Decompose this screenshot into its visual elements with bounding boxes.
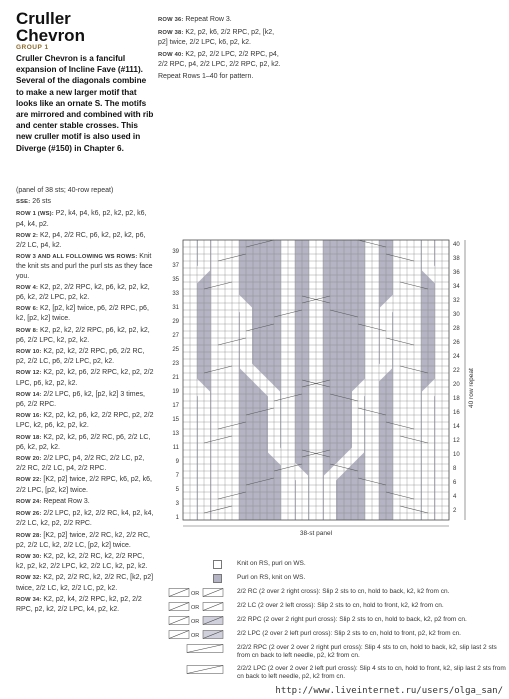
- left-row-5: [16, 326, 154, 345]
- row-number-left: 39: [172, 249, 179, 255]
- or-label: OR: [191, 591, 200, 597]
- panel-label: 38-st panel: [299, 530, 333, 537]
- row-text: K2, p2, k2, p6, 2/2 RC, p6, 2/2 LC, p6, k2, p2, k2.: [16, 433, 151, 451]
- row-number-right: 18: [453, 396, 460, 402]
- or-label: OR: [191, 633, 200, 639]
- row-number-right: 10: [453, 452, 460, 458]
- row-text: K2, p2, k2, p6, k2, 2/2 RPC, p2, 2/2 LPC, k2, p6, k2, p2, k2.: [16, 412, 154, 430]
- row-text: 2/2 LPC, p2, k2, 2/2 RC, k4, p2, k4, 2/2 LC, k2, p2, 2/2 RPC.: [16, 510, 154, 528]
- row-label: ROW 16:: [16, 413, 44, 420]
- purl-swatch: [213, 574, 222, 583]
- cable-symbol-icon: [167, 665, 227, 674]
- row-number-left: 1: [175, 515, 179, 521]
- legend-text: 2/2/2 LPC (2 over 2 over 2 left purl cross): Slip 4 sts to cn, hold to front, k2, slip last 2 sts from cn back to left needle, p2, k2 from cn.: [237, 665, 506, 680]
- row-number-right: 12: [453, 438, 460, 444]
- left-row-9: [16, 411, 154, 430]
- instructions-right: [158, 15, 283, 84]
- row-text: K2, p2, k4, 2/2 RPC, k2, p2, 2/2 RPC, p2, k2, 2/2 LPC, k4, p2, k2.: [16, 595, 142, 613]
- legend-symbol: [167, 560, 227, 569]
- row-number-right: 20: [453, 382, 460, 388]
- group-label: GROUP 1: [16, 44, 49, 51]
- left-row-10: [16, 433, 154, 452]
- row-text: P2, k4, p4, k6, p2, k2, p2, k6, p4, k4, p2.: [16, 210, 147, 228]
- row-number-left: 17: [172, 403, 179, 409]
- left-row-4: [16, 304, 154, 323]
- row-number-right: 40: [453, 242, 460, 248]
- left-row-17: [16, 573, 154, 592]
- right-row-1: [158, 28, 283, 48]
- pattern-title: Cruller Chevron: [16, 9, 85, 45]
- row-label: ROW 24:: [16, 498, 44, 505]
- row-label: ROW 2:: [16, 232, 40, 239]
- row-number-left: 33: [172, 291, 179, 297]
- row-label: ROW 6:: [16, 306, 40, 313]
- cable-symbol-icon: [167, 602, 227, 611]
- row-number-left: 35: [172, 277, 179, 283]
- row-label: ROW 8:: [16, 327, 40, 334]
- row-text: Repeat Rows 1–40 for pattern.: [158, 72, 254, 80]
- cable-symbol-icon: [167, 644, 227, 653]
- legend-text: 2/2 RC (2 over 2 right cross): Slip 2 sts to cn, hold to back, k2, k2 from cn.: [237, 588, 450, 595]
- left-row-15: [16, 531, 154, 550]
- row-number-left: 25: [172, 347, 179, 353]
- row-number-right: 4: [453, 494, 457, 500]
- sse-line: SSE: 26 sts: [16, 198, 51, 206]
- legend-text: 2/2/2 RPC (2 over 2 over 2 right purl cross): Slip 4 sts to cn, hold to back, k2, slip last 2 sts from cn back to left needle, p2, k2 from cn.: [237, 644, 497, 659]
- row-text: K2, [p2, k2] twice, p6, 2/2 RPC, p6, k2, [p2, k2] twice.: [16, 305, 149, 323]
- legend-item: [167, 588, 507, 597]
- left-row-16: [16, 552, 154, 571]
- row-number-left: 7: [175, 473, 179, 479]
- row-number-right: 16: [453, 410, 460, 416]
- left-row-1: [16, 231, 154, 250]
- legend-item: [167, 560, 507, 569]
- row-number-left: 5: [175, 487, 179, 493]
- row-text: K2, p2, k6, 2/2 RPC, p2, [k2, p2] twice, 2/2 LPC, k6, p2, k2.: [158, 28, 275, 47]
- chart-legend: [167, 560, 507, 686]
- repeat-label: 40 row repeat: [468, 368, 475, 408]
- panel-note: (panel of 38 sts; 40-row repeat): [16, 187, 114, 194]
- row-number-left: 19: [172, 389, 179, 395]
- row-text: Repeat Row 3.: [185, 16, 232, 23]
- cable-symbol-icon: [167, 616, 227, 625]
- row-label: ROW 1 (WS):: [16, 211, 56, 218]
- left-row-0: [16, 209, 154, 228]
- row-number-left: 29: [172, 319, 179, 325]
- row-text: K2, p2, k2, 2/2 RPC, p6, k2, p2, k2, p6, 2/2 LPC, k2, p2, k2.: [16, 326, 150, 344]
- legend-item: [167, 644, 507, 660]
- row-number-right: 2: [453, 508, 457, 514]
- or-label: OR: [191, 605, 200, 611]
- row-number-right: 22: [453, 368, 460, 374]
- knitting-chart: [158, 234, 475, 548]
- row-label: ROW 38:: [158, 29, 186, 36]
- legend-text: 2/2 RPC (2 over 2 right purl cross): Slip 2 sts to cn, hold to back, k2, p2 from cn.: [237, 616, 467, 623]
- row-number-right: 34: [453, 284, 460, 290]
- row-text: 2/2 LPC, p6, k2, [p2, k2] 3 times, p6, 2/2 RPC.: [16, 390, 145, 409]
- left-row-2: [16, 252, 154, 281]
- legend-symbol: [167, 630, 227, 639]
- row-number-left: 31: [172, 305, 179, 311]
- row-text: Knit the knit sts and purl the purl sts as they face you.: [16, 253, 153, 280]
- row-label: ROW 32:: [16, 575, 44, 582]
- legend-text: Knit on RS, purl on WS.: [237, 560, 306, 567]
- row-text: K2, p2, k2, 2/2 RPC, p6, 2/2 RC, p2, 2/2 LC, p6, 2/2 LPC, p2, k2.: [16, 348, 145, 366]
- legend-item: [167, 665, 507, 681]
- row-label: ROW 10:: [16, 349, 44, 356]
- left-row-11: [16, 454, 154, 473]
- row-number-right: 38: [453, 256, 460, 262]
- row-text: [K2, p2] twice, 2/2 RPC, k6, p2, k6, 2/2 LPC, [p2, k2] twice.: [16, 476, 152, 494]
- row-text: Repeat Row 3.: [43, 497, 90, 505]
- row-text: K2, p4, 2/2 RC, p6, k2, p2, k2, p6, 2/2 LC, p4, k2.: [16, 231, 146, 250]
- left-row-13: [16, 497, 154, 507]
- row-number-left: 13: [172, 431, 179, 437]
- row-label: ROW 30:: [16, 553, 44, 560]
- row-number-left: 37: [172, 263, 179, 269]
- row-label: ROW 28:: [16, 532, 44, 539]
- row-number-right: 8: [453, 466, 457, 472]
- legend-item: [167, 630, 507, 639]
- row-number-right: 6: [453, 480, 457, 486]
- legend-symbol: [167, 644, 227, 653]
- row-number-right: 30: [453, 312, 460, 318]
- left-row-12: [16, 475, 154, 494]
- row-label: ROW 12:: [16, 370, 44, 377]
- row-label: ROW 14:: [16, 391, 44, 398]
- legend-symbol: [167, 574, 227, 583]
- row-text: [K2, p2] twice, 2/2 RC, k2, 2/2 RC, p2, 2/2 LC, k2, 2/2 LC, [p2, k2] twice.: [16, 531, 150, 549]
- intro-text: Cruller Chevron is a fanciful expansion of Incline Fave (#111). Several of the diagonals combine to make a new larger motif that looks like an ornate S. The motifs are mirrored and combined with rib and center stable crosses. This new cruller motif is also used in Diverge (#150) in Chapter 6.: [16, 54, 154, 153]
- knit-swatch: [213, 560, 222, 569]
- row-label: ROW 20:: [16, 456, 44, 463]
- row-number-left: 3: [175, 501, 179, 507]
- row-text: 2/2 LPC, p4, 2/2 RC, 2/2 LC, p2, 2/2 RC, 2/2 LC, p4, 2/2 RPC.: [16, 455, 145, 473]
- right-row-3: [158, 72, 283, 82]
- row-text: K2, p2, 2/2 RC, k2, 2/2 RC, [k2, p2] twice, 2/2 LC, k2, 2/2 LC, p2, k2.: [16, 574, 154, 592]
- legend-symbol: [167, 616, 227, 625]
- right-row-0: [158, 15, 283, 26]
- row-number-right: 36: [453, 270, 460, 276]
- left-row-14: [16, 509, 154, 528]
- row-label: ROW 36:: [158, 17, 186, 23]
- cable-symbol-icon: [167, 630, 227, 639]
- row-text: K2, p2, k2, p6, 2/2 RPC, k2, p2, 2/2 LPC, p6, k2, p2, k2.: [16, 369, 154, 387]
- legend-symbol: [167, 588, 227, 597]
- row-number-left: 15: [172, 417, 179, 423]
- row-text: K2, p2, k2, 2/2 RC, k2, 2/2 RPC, k2, p2, k2, 2/2 LPC, k2, 2/2 LC, k2, p2, k2.: [16, 552, 148, 571]
- legend-symbol: [167, 665, 227, 674]
- row-number-left: 11: [172, 445, 179, 451]
- row-number-right: 14: [453, 424, 460, 430]
- row-label: ROW 3 AND ALL FOLLOWING WS ROWS:: [16, 254, 140, 261]
- row-number-left: 21: [172, 375, 179, 381]
- row-text: K2, p2, 2/2 RPC, k2, p6, k2, p2, k2, p6, k2, 2/2 LPC, p2, k2.: [16, 283, 150, 302]
- row-label: ROW 40:: [158, 51, 186, 58]
- legend-text: 2/2 LPC (2 over 2 left purl cross): Slip 2 sts to cn, hold to front, p2, k2 from cn.: [237, 630, 461, 637]
- row-number-right: 24: [453, 354, 460, 360]
- row-list-left: [16, 209, 154, 614]
- left-row-8: [16, 390, 154, 409]
- row-number-right: 32: [453, 298, 460, 304]
- left-row-6: [16, 347, 154, 366]
- row-label: ROW 34:: [16, 596, 44, 603]
- right-row-2: [158, 50, 283, 70]
- legend-item: [167, 602, 507, 611]
- row-number-right: 26: [453, 340, 460, 346]
- left-row-18: [16, 595, 154, 614]
- legend-symbol: [167, 602, 227, 611]
- or-label: OR: [191, 619, 200, 625]
- row-label: ROW 22:: [16, 477, 44, 484]
- row-number-right: 28: [453, 326, 460, 332]
- row-list-right: [158, 15, 283, 82]
- row-label: ROW 4:: [16, 284, 40, 291]
- row-label: ROW 26:: [16, 511, 44, 518]
- legend-text: Purl on RS, knit on WS.: [237, 574, 306, 581]
- legend-item: [167, 616, 507, 625]
- cable-symbol-icon: [167, 588, 227, 597]
- legend-item: [167, 574, 507, 583]
- left-row-3: [16, 283, 154, 302]
- row-number-left: 9: [175, 459, 179, 465]
- left-row-7: [16, 368, 154, 387]
- row-text: K2, p2, 2/2 LPC, 2/2 RPC, p4, 2/2 RPC, p4, 2/2 LPC, 2/2 RPC, p2, k2.: [158, 50, 281, 69]
- legend-text: 2/2 LC (2 over 2 left cross): Slip 2 sts to cn, hold to front, k2, k2 from cn.: [237, 602, 444, 609]
- instructions-left: [16, 186, 154, 616]
- row-label: ROW 18:: [16, 434, 44, 441]
- source-url: http://www.liveinternet.ru/users/olga_san/: [275, 686, 503, 696]
- row-number-left: 23: [172, 361, 179, 367]
- row-number-left: 27: [172, 333, 179, 339]
